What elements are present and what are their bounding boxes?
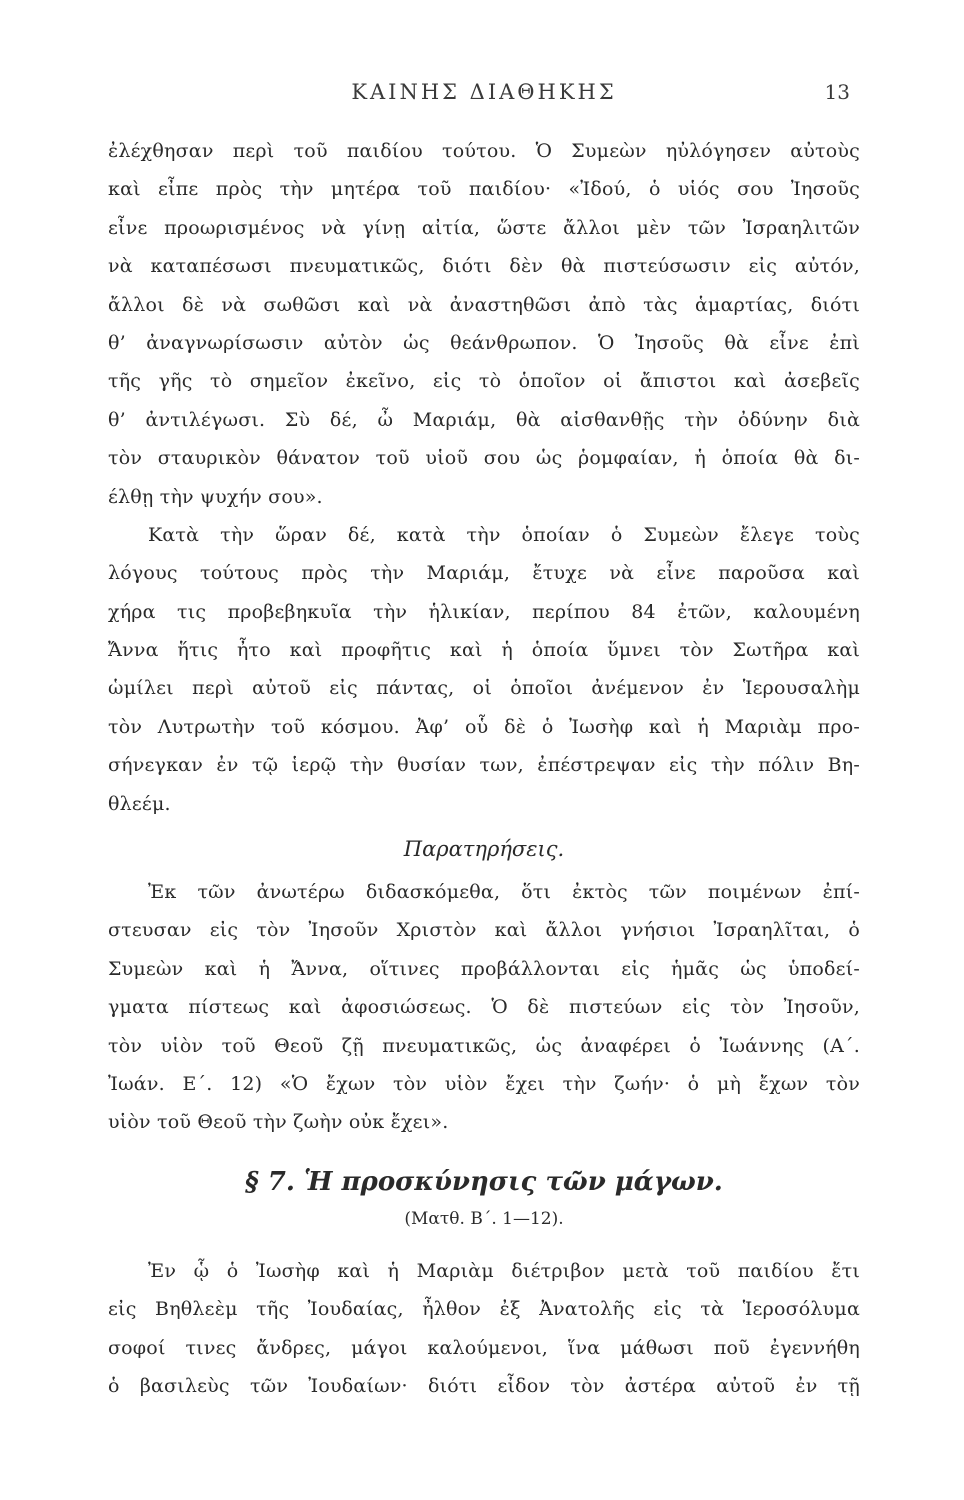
text-line: σοφοί τινες ἄνδρες, μάγοι καλούμενοι, ἵνα μάθωσι ποῦ ἐγεννήθη xyxy=(108,1336,860,1359)
text-line: ἄλλοι δὲ νὰ σωθῶσι καὶ νὰ ἀναστηθῶσι ἀπὸ τὰς ἁμαρτίας, διότι xyxy=(108,293,860,316)
text-line: νὰ καταπέσωσι πνευματικῶς, διότι δὲν θὰ πιστεύσωσιν εἰς αὐτόν, xyxy=(108,255,860,278)
text-line: Συμεὼν καὶ ἡ Ἄννα, οἵτινες προβάλλονται εἰς ἡμᾶς ὡς ὑποδεί- xyxy=(108,957,860,980)
running-title: ΚΑΙΝΗΣ ΔΙΑΘΗΚΗΣ xyxy=(351,80,617,104)
text-line: χήρα τις προβεβηκυῖα τὴν ἡλικίαν, περίπου 84 ἐτῶν, καλουμένη xyxy=(108,600,860,623)
text-line: τὸν υἱὸν τοῦ Θεοῦ ζῇ πνευματικῶς, ὡς ἀναφέρει ὁ Ἰωάννης (Α΄. xyxy=(108,1034,860,1057)
text-line: ἐλέχθησαν περὶ τοῦ παιδίου τούτου. Ὁ Συμεὼν ηὐλόγησεν αὐτοὺς xyxy=(108,140,860,162)
text-line: έλθῃ τὴν ψυχήν σου». xyxy=(108,485,323,508)
text-line: Ἐκ τῶν ἀνωτέρω διδασκόμεθα, ὅτι ἐκτὸς τῶν ποιμένων ἐπί- xyxy=(148,881,860,904)
text-line: εἰς Βηθλεὲμ τῆς Ἰουδαίας, ἦλθον ἐξ Ἀνατολῆς εἰς τὰ Ἱεροσόλυμα xyxy=(108,1298,860,1321)
text-line: θλεέμ. xyxy=(108,792,171,815)
observations-paragraph xyxy=(108,873,860,1142)
observations-heading: Παρατηρήσεις. xyxy=(403,837,565,862)
text-line: τῆς γῆς τὸ σημεῖον ἐκεῖνο, εἰς τὸ ὁποῖον οἱ ἄπιστοι καὶ ἀσεβεῖς xyxy=(108,370,860,393)
text-line: εἶνε προωρισμένος νὰ γίνῃ αἰτία, ὥστε ἄλλοι μὲν τῶν Ἰσραηλιτῶν xyxy=(108,216,860,239)
text-line: καὶ εἶπε πρὸς τὴν μητέρα τοῦ παιδίου· «Ἰδού, ὁ υἱός σου Ἰησοῦς xyxy=(108,178,860,201)
text-line: ὡμίλει περὶ αὐτοῦ εἰς πάντας, οἱ ὁποῖοι ἀνέμενον ἐν Ἱερουσαλὴμ xyxy=(108,677,860,700)
paragraph-2 xyxy=(108,516,860,823)
text-line: θ’ ἀντιλέγωσι. Σὺ δέ, ὦ Μαριάμ, θὰ αἰσθανθῇς τὴν ὀδύνην διὰ xyxy=(108,408,860,431)
text-line: στευσαν εἰς τὸν Ἰησοῦν Χριστὸν καὶ ἄλλοι γνήσιοι Ἰσραηλῖται, ὁ xyxy=(108,919,860,942)
text-line: σήνεγκαν ἐν τῷ ἱερῷ τὴν θυσίαν των, ἐπέστρεψαν εἰς τὴν πόλιν Βη- xyxy=(108,754,860,777)
text-line: υἱὸν τοῦ Θεοῦ τὴν ζωὴν οὐκ ἔχει». xyxy=(108,1111,449,1134)
page-number: 13 xyxy=(824,80,850,104)
text-line: τὸν σταυρικὸν θάνατον τοῦ υἱοῦ σου ὡς ῥομφαίαν, ἡ ὁποία θὰ δι- xyxy=(108,447,860,470)
text-line: γματα πίστεως καὶ ἀφοσιώσεως. Ὁ δὲ πιστεύων εἰς τὸν Ἰησοῦν, xyxy=(108,996,860,1019)
page-header xyxy=(108,80,860,114)
paragraph-1 xyxy=(108,132,860,516)
section-title: § 7. Ἡ προσκύνησις τῶν μάγων. xyxy=(245,1166,723,1197)
section-reference: (Ματθ. Β΄. 1—12). xyxy=(404,1208,564,1229)
text-line: Κατὰ τὴν ὥραν δέ, κατὰ τὴν ὁποίαν ὁ Συμεὼν ἔλεγε τοὺς xyxy=(148,523,860,546)
body-text xyxy=(108,132,860,1405)
section-7-paragraph xyxy=(108,1252,860,1406)
text-line: Ἄννα ἥτις ἦτο καὶ προφῆτις καὶ ἡ ὁποία ὕμνει τὸν Σωτῆρα καὶ xyxy=(108,639,860,662)
text-line: Ἐν ᾧ ὁ Ἰωσὴφ καὶ ἡ Μαριὰμ διέτριβον μετὰ τοῦ παιδίου ἔτι xyxy=(148,1259,860,1282)
text-line: θ’ ἀναγνωρίσωσιν αὐτὸν ὡς θεάνθρωπον. Ὁ Ἰησοῦς θὰ εἶνε ἐπὶ xyxy=(108,331,860,354)
text-line: ὁ βασιλεὺς τῶν Ἰουδαίων· διότι εἶδον τὸν ἀστέρα αὐτοῦ ἐν τῇ xyxy=(108,1374,860,1397)
text-line: τὸν Λυτρωτὴν τοῦ κόσμου. Ἀφ’ οὗ δὲ ὁ Ἰωσὴφ καὶ ἡ Μαριὰμ προ- xyxy=(108,715,860,738)
text-line: Ἰωάν. Ε΄. 12) «Ὁ ἔχων τὸν υἱὸν ἔχει τὴν ζωήν· ὁ μὴ ἔχων τὸν xyxy=(108,1072,860,1095)
text-line: λόγους τούτους πρὸς τὴν Μαριάμ, ἔτυχε νὰ εἶνε παροῦσα καὶ xyxy=(108,562,860,585)
